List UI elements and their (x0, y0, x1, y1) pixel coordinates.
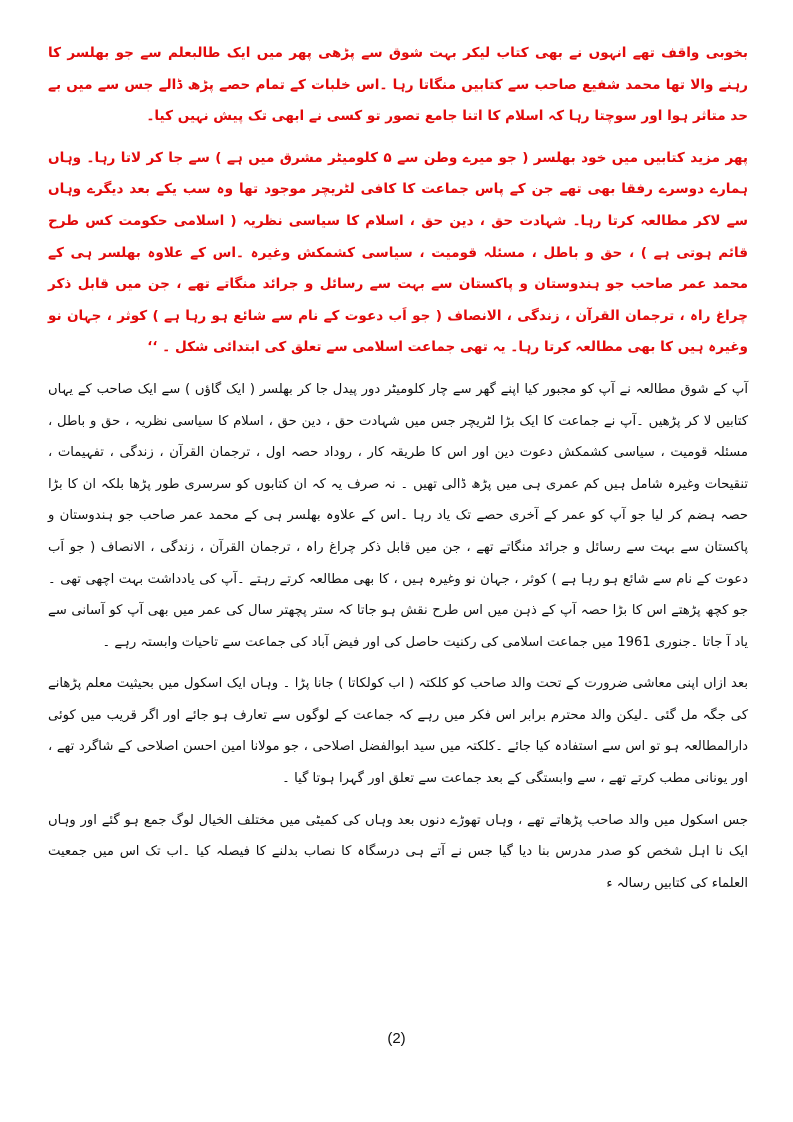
paragraph-school: جس اسکول میں والد صاحب پڑھاتے تھے ، وہاں تھوڑے دنوں بعد وہاں کی کمیٹی میں مختلف الخیال لوگ جمع ہو گئے اور وہاں ایک نا اہل شخص کو صدر مدرس بنا دیا گیا جس نے آتے ہی درسگاہ کا نصاب بدلنے کا فیصلہ کیا ۔اب تک اس میں جمعیت العلماء کی کتابیں رسالہ ء (48, 812, 748, 891)
document-body (48, 38, 748, 909)
paragraph-reading-passion: آپ کے شوق مطالعہ نے آپ کو مجبور کیا اپنے گھر سے چار کلومیٹر دور پیدل جا کر بھلسر ( ایک گاؤں ) سے ایک صاحب کے یہاں کتابیں لا کر پڑھیں ۔آپ نے جماعت کا ایک بڑا لٹریچر جس میں شہادت حق ، دین حق ، اسلام کا سیاسی نظریہ ، حق و باطل ، مسئلہ قومیت ، سیاسی کشمکش دعوت دین اور اس کا طریقہ کار ، روداد حصہ اول ، ترجمان القرآن ، زندگی ، تفہیمات ، تنقیحات وغیرہ شامل ہیں کم عمری ہی میں پڑھ ڈالی تھیں ۔ نہ صرف یہ کہ ان کتابوں کو سرسری طور پڑھا بلکہ ان کا بڑا حصہ ہضم کر لیا جو آپ کو عمر کے آخری حصے تک یاد رہا ۔اس کے علاوہ بھلسر ہی کے محمد عمر صاحب جو ہندوستان و پاکستان سے بہت سے رسائل و جرائد منگاتے تھے ، جن میں قابل ذکر چراغ راہ ، ترجمان القرآن ، زندگی ، الانصاف ( جو اَب دعوت کے نام سے شائع ہو رہا ہے ) کوثر ، جہان نو وغیرہ ہیں ، کا بھی مطالعہ کرتے رہتے ۔آپ کی یادداشت بہت اچھی تھی ۔جو کچھ پڑھتے اس کا بڑا حصہ آپ کے ذہن میں اس طرح نقش ہو جاتا کہ ستر پچھتر سال کی عمر میں بھی آپ کو آسانی سے یاد آ جاتا ۔جنوری 1961 میں جماعت اسلامی کی رکنیت حاصل کی اور فیض آباد کی جماعت سے تاحیات وابستہ رہے ۔ (48, 381, 748, 650)
page-number: (2) (387, 1030, 406, 1047)
paragraph-intro-continued: بخوبی واقف تھے انہوں نے بھی کتاب لیکر بہت شوق سے پڑھی پھر میں ایک طالبعلم سے جو بھلسر کا رہنے والا تھا محمد شفیع صاحب سے کتابیں منگاتا رہا ۔اس خلبات کے تمام حصے پڑھ ڈالے جس سے میں بے حد متاثر ہوا اور سوچتا رہا کہ اسلام کا اتنا جامع تصور تو کسی نے ابھی تک پیش نہیں کیا۔ (48, 45, 748, 125)
paragraph-kolkata: بعد ازاں اپنی معاشی ضرورت کے تحت والد صاحب کو کلکتہ ( اب کولکاتا ) جانا پڑا ۔ وہاں ایک اسکول میں بحیثیت معلم پڑھانے کی جگہ مل گئی ۔لیکن والد محترم برابر اس فکر میں رہے کہ جماعت کے لوگوں سے تعارف ہو جائے اور اگر قریب میں کوئی دارالمطالعہ ہو تو اس سے استفادہ کیا جائے ۔کلکتہ میں سید ابوالفضل اصلاحی ، جو مولانا امین احسن اصلاحی کے شاگرد تھے ، اور یونانی مطب کرتے تھے ، سے وابستگی کے بعد جماعت سے تعلق اور گہرا ہوتا گیا ۔ (48, 676, 748, 787)
paragraph-literature-study: پھر مزید کتابیں میں خود بھلسر ( جو میرے وطن سے ۵ کلومیٹر مشرق میں ہے ) سے جا کر لاتا رہا۔ وہاں ہمارے دوسرے رفقا بھی تھے جن کے پاس جماعت کا کافی لٹریچر موجود تھا وہ سب یکے بعد دیگرے وہاں سے لاکر مطالعہ کرتا رہا۔ شہادت حق ، دین حق ، اسلام کا سیاسی نظریہ ( اسلامی حکومت کس طرح قائم ہوتی ہے ) ، حق و باطل ، مسئلہ قومیت ، سیاسی کشمکش وغیرہ ۔اس کے علاوہ بھلسر ہی کے محمد عمر صاحب جو ہندوستان و پاکستان سے بہت سے رسائل و جرائد منگاتے تھے ، جن میں قابل ذکر چراغ راہ ، ترجمان القرآن ، زندگی ، الانصاف ( جو اَب دعوت کے نام سے شائع ہو رہا ہے ) کوثر ، جہان نو وغیرہ ہیں کا بھی مطالعہ کرتا رہا۔ یہ تھی جماعت اسلامی سے تعلق کی ابتدائی شکل ۔ ‘‘ (48, 149, 748, 356)
